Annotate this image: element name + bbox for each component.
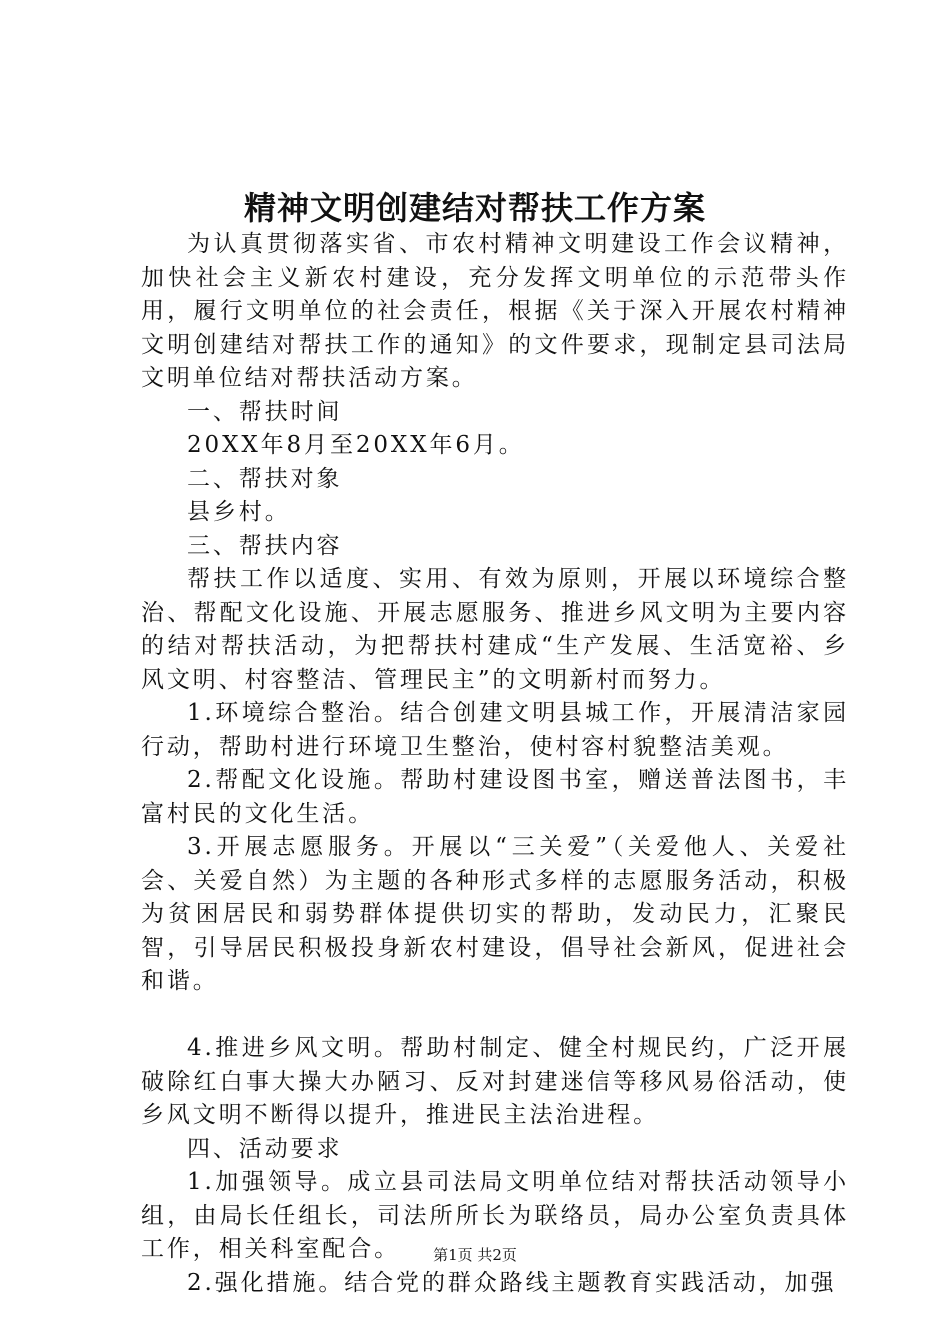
blank-line — [141, 999, 849, 1033]
content-paragraph: 帮扶工作以适度、实用、有效为原则，开展以环境综合整治、帮配文化设施、开展志愿服务、推进乡风文明为主要内容的结对帮扶活动，为把帮扶村建成“生产发展、生活宽裕、乡风文明、村容整洁、管理民主”的文明新村而努力。 — [141, 566, 849, 693]
content-item-1: 1.环境综合整治。结合创建文明县城工作，开展清洁家园行动，帮助村进行环境卫生整治，使村容村貌整洁美观。 — [141, 700, 849, 760]
page-footer: 第1页 共2页 — [433, 1246, 517, 1264]
section-heading-target: 二、帮扶对象 — [187, 465, 343, 492]
requirement-item-2: 2.强化措施。结合党的群众路线主题教育实践活动，加强 — [187, 1269, 837, 1296]
target-paragraph: 县乡村。 — [187, 499, 291, 525]
document-body — [141, 228, 849, 1300]
intro-paragraph: 为认真贯彻落实省、市农村精神文明建设工作会议精神，加快社会主义新农村建设，充分发挥文明单位的示范带头作用，履行文明单位的社会责任，根据《关于深入开展农村精神文明创建结对帮扶工作的通知》的文件要求，现制定县司法局文明单位结对帮扶活动方案。 — [141, 231, 849, 391]
time-paragraph: 20XX年8月至20XX年6月。 — [187, 432, 525, 458]
section-heading-time: 一、帮扶时间 — [187, 398, 343, 425]
document-title: 精神文明创建结对帮扶工作方案 — [243, 189, 706, 227]
requirement-item-1: 1.加强领导。成立县司法局文明单位结对帮扶活动领导小组，由局长任组长，司法所所长为联络员，局办公室负责具体工作，相关科室配合。 — [141, 1169, 849, 1262]
section-heading-requirements: 四、活动要求 — [187, 1135, 343, 1162]
section-heading-content: 三、帮扶内容 — [187, 532, 343, 559]
content-item-4: 4.推进乡风文明。帮助村制定、健全村规民约，广泛开展破除红白事大操大办陋习、反对封建迷信等移风易俗活动，使乡风文明不断得以提升，推进民主法治进程。 — [141, 1035, 849, 1128]
content-item-3: 3.开展志愿服务。开展以“三关爱”（关爱他人、关爱社会、关爱自然）为主题的各种形式多样的志愿服务活动，积极为贫困居民和弱势群体提供切实的帮助，发动民力，汇聚民智，引导居民积极投身新农村建设，倡导社会新风，促进社会和谐。 — [141, 834, 849, 994]
content-item-2: 2.帮配文化设施。帮助村建设图书室，赠送普法图书，丰富村民的文化生活。 — [141, 767, 849, 827]
